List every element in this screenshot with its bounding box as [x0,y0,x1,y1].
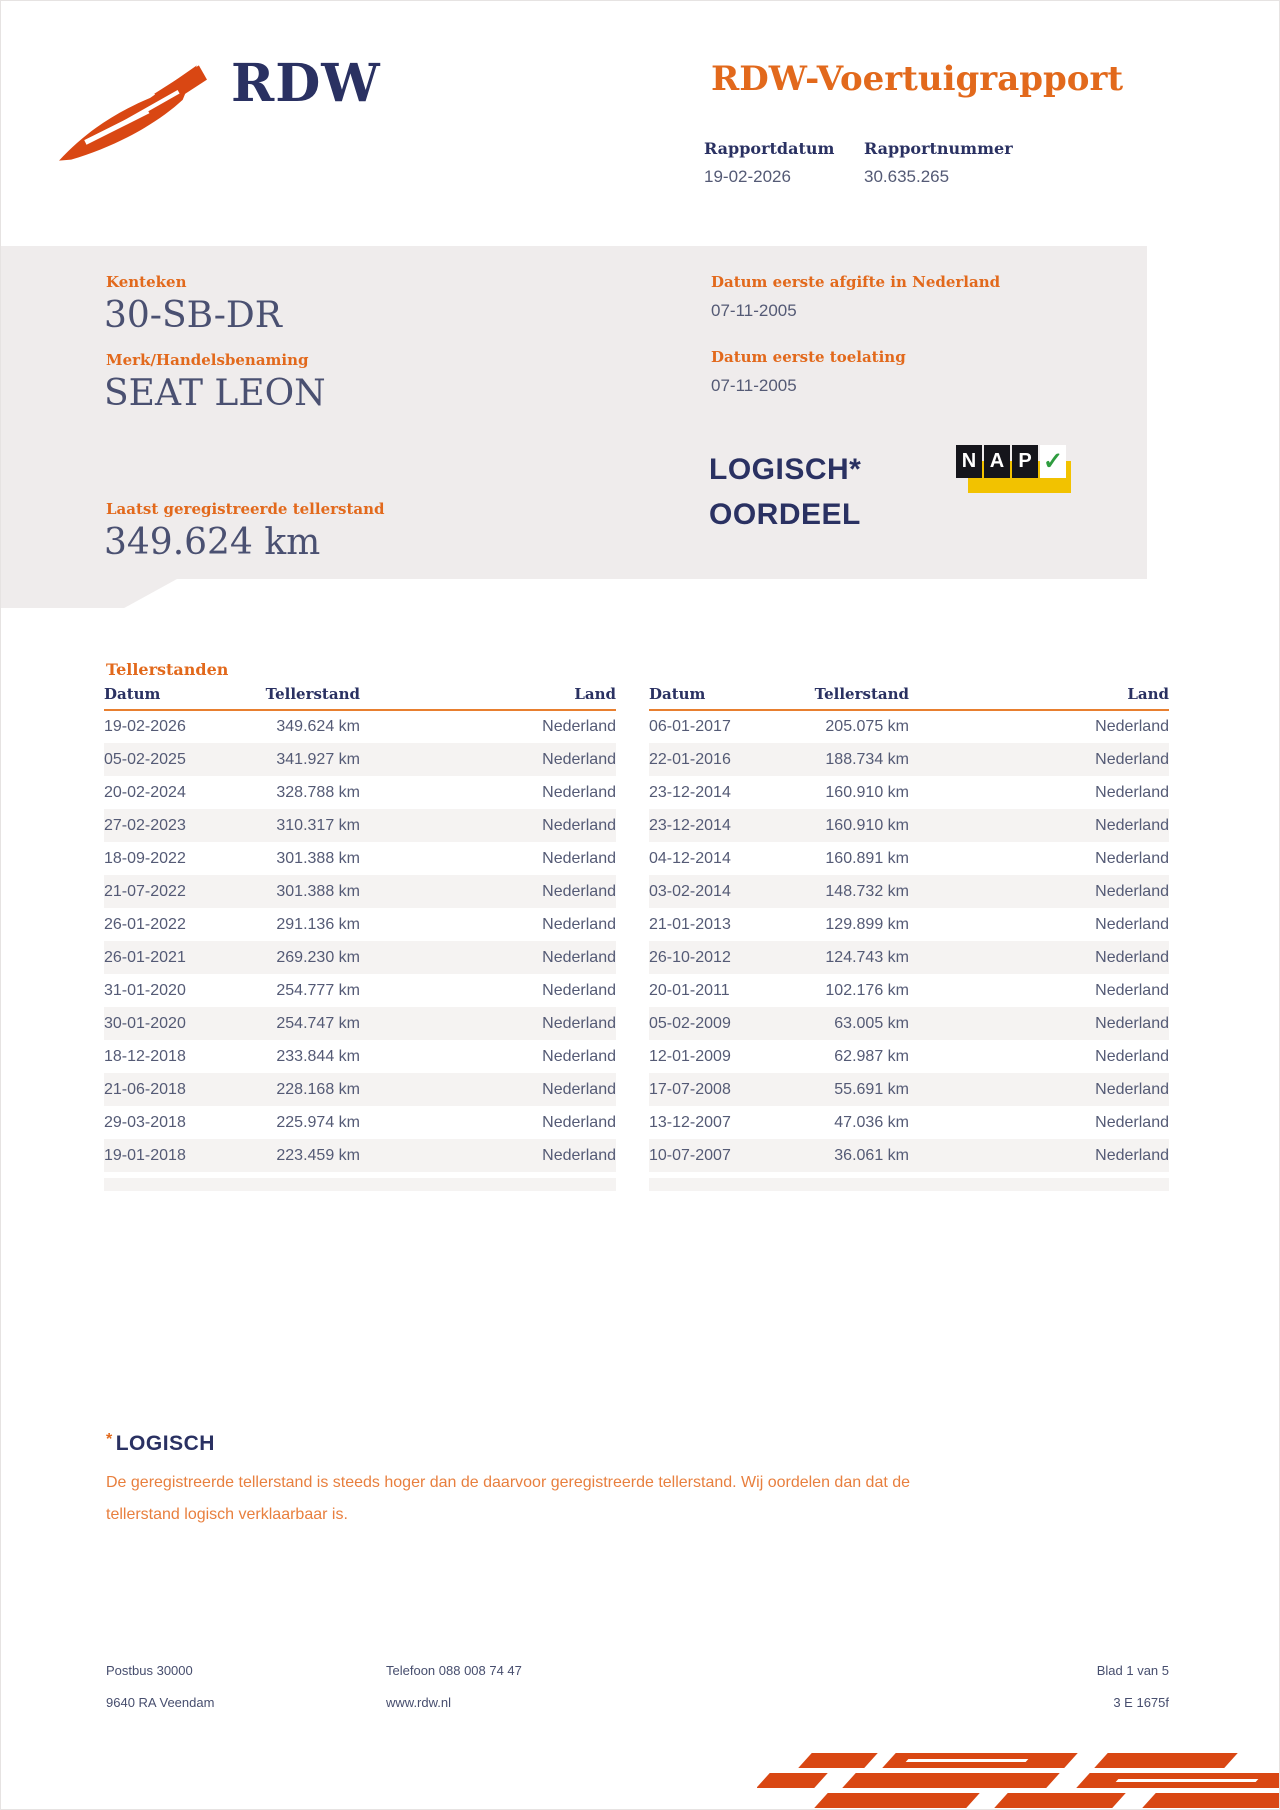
cell-land: Nederland [542,915,616,933]
table-row [104,1040,616,1073]
cell-land: Nederland [1095,783,1169,801]
cell-datum: 31-01-2020 [104,981,186,999]
kenteken-label: Kenteken [106,273,187,291]
col-header-land: Land [360,685,616,710]
cell-tellerstand: 188.734 km [825,750,909,768]
graphic-slit [1116,1779,1259,1782]
table-row [649,743,1169,776]
cell-land: Nederland [1095,750,1169,768]
cell-land: Nederland [1095,816,1169,834]
cell-land: Nederland [1095,1113,1169,1131]
table-row [104,809,616,842]
cell-datum: 27-02-2023 [104,816,186,834]
table-row [649,776,1169,809]
cell-tellerstand: 225.974 km [276,1113,360,1131]
cell-land: Nederland [542,1080,616,1098]
report-number-value: 30.635.265 [864,167,950,186]
table-row [649,941,1169,974]
cell-land: Nederland [1095,948,1169,966]
footer-page-number: Blad 1 van 5 [1096,1663,1169,1678]
table-row [649,875,1169,908]
table-header-row [649,685,1169,710]
cell-tellerstand: 148.732 km [825,882,909,900]
cell-land: Nederland [542,718,616,735]
nap-letter-a: A [984,445,1010,478]
cell-tellerstand: 160.891 km [825,849,909,867]
col-header-datum: Datum [104,685,258,710]
table-bottom-stripe [104,1178,616,1191]
footnote-line2: tellerstand logisch verklaarbaar is. [106,1506,348,1523]
report-date-label: Rapportdatum [704,139,835,158]
logisch-footnote-text [106,1467,1006,1531]
cell-tellerstand: 291.136 km [276,915,360,933]
cell-datum: 20-01-2011 [649,981,730,999]
cell-land: Nederland [1095,882,1169,900]
graphic-bar [994,1793,1126,1808]
cell-datum: 03-02-2014 [649,882,731,900]
nap-letter-p: P [1012,445,1038,478]
table-row [104,776,616,809]
cell-tellerstand: 301.388 km [276,882,360,900]
graphic-bar [814,1793,980,1808]
tellerstanden-heading: Tellerstanden [106,660,229,679]
footer-phone: Telefoon 088 008 74 47 [386,1663,522,1678]
cell-datum: 29-03-2018 [104,1113,186,1131]
table-row [649,908,1169,941]
cell-land: Nederland [1095,915,1169,933]
page-title: RDW-Voertuigrapport [711,59,1124,99]
cell-tellerstand: 328.788 km [276,783,360,801]
nap-letter-n: N [956,445,982,478]
oordeel-verdict [709,447,861,537]
table-header-row [104,685,616,710]
table-row [649,1073,1169,1106]
table-row [104,875,616,908]
logisch-footnote-title [106,1431,215,1456]
cell-land: Nederland [1095,1146,1169,1164]
cell-datum: 22-01-2016 [649,750,731,768]
footnote-title-text: LOGISCH [115,1432,215,1455]
graphic-slit [906,1759,1029,1762]
footer-decorative-graphic [757,1751,1280,1810]
cell-land: Nederland [542,1146,616,1164]
cell-land: Nederland [1095,718,1169,735]
table-row [649,842,1169,875]
cell-tellerstand: 160.910 km [825,783,909,801]
table-row [649,1106,1169,1139]
table-row [649,974,1169,1007]
cell-land: Nederland [542,981,616,999]
cell-datum: 05-02-2025 [104,750,186,768]
cell-datum: 19-01-2018 [104,1146,186,1164]
laatste-tellerstand-label: Laatst geregistreerde tellerstand [106,500,385,518]
graphic-bar [842,1773,1060,1788]
table-row [104,842,616,875]
report-date-value: 19-02-2026 [704,167,791,186]
afgifte-label: Datum eerste afgifte in Nederland [711,273,1001,291]
laatste-tellerstand-value: 349.624 km [104,522,321,563]
cell-tellerstand: 160.910 km [825,816,909,834]
footer-postbus: Postbus 30000 [106,1663,193,1678]
merk-value: SEAT LEON [104,373,326,414]
table-row [104,1106,616,1139]
cell-datum: 26-10-2012 [649,948,731,966]
cell-land: Nederland [1095,849,1169,867]
cell-datum: 18-12-2018 [104,1047,186,1065]
graphic-bar [1142,1793,1280,1808]
cell-land: Nederland [1095,1047,1169,1065]
table-row [104,1139,616,1172]
table-row [104,1007,616,1040]
cell-tellerstand: 254.777 km [276,981,360,999]
table-row [649,1139,1169,1172]
table-row [104,710,616,743]
cell-land: Nederland [542,1014,616,1032]
cell-tellerstand: 36.061 km [834,1146,909,1164]
cell-tellerstand: 301.388 km [276,849,360,867]
cell-tellerstand: 254.747 km [276,1014,360,1032]
cell-datum: 12-01-2009 [649,1047,731,1065]
cell-datum: 18-09-2022 [104,849,186,867]
cell-tellerstand: 124.743 km [825,948,909,966]
cell-datum: 06-01-2017 [649,718,731,735]
graphic-bar [798,1753,878,1768]
table-row [104,743,616,776]
cell-tellerstand: 233.844 km [276,1047,360,1065]
nap-logo [956,445,1071,493]
cell-datum: 13-12-2007 [649,1113,731,1131]
oordeel-line2: OORDEEL [709,498,861,531]
cell-tellerstand: 129.899 km [825,915,909,933]
table-row [104,1073,616,1106]
cell-land: Nederland [542,783,616,801]
cell-tellerstand: 102.176 km [825,981,909,999]
cell-datum: 19-02-2026 [104,718,186,735]
cell-tellerstand: 341.927 km [276,750,360,768]
cell-land: Nederland [1095,1014,1169,1032]
col-header-tellerstand: Tellerstand [258,685,360,710]
kenteken-value: 30-SB-DR [104,295,282,336]
rdw-feather-icon [57,53,209,165]
table-row [104,941,616,974]
table-row [649,1040,1169,1073]
cell-datum: 26-01-2021 [104,948,186,966]
cell-datum: 05-02-2009 [649,1014,731,1032]
cell-tellerstand: 310.317 km [276,816,360,834]
col-header-datum: Datum [649,685,805,710]
cell-tellerstand: 269.230 km [276,948,360,966]
cell-datum: 30-01-2020 [104,1014,186,1032]
table-row [104,974,616,1007]
report-number-label: Rapportnummer [864,139,1013,158]
odometer-table-right [649,685,1169,1191]
table-row [649,809,1169,842]
cell-datum: 21-07-2022 [104,882,186,900]
toelating-label: Datum eerste toelating [711,348,906,366]
table-row [104,908,616,941]
footnote-line1: De geregistreerde tellerstand is steeds hoger dan de daarvoor geregistreerde tellerstand. Wij oordelen dan dat de [106,1474,911,1491]
footnote-asterisk: * [106,1431,113,1448]
table-bottom-stripe [649,1178,1169,1191]
cell-tellerstand: 205.075 km [825,718,909,735]
cell-datum: 10-07-2007 [649,1146,731,1164]
graphic-bar [1094,1753,1238,1768]
cell-tellerstand: 55.691 km [834,1080,909,1098]
cell-tellerstand: 223.459 km [276,1146,360,1164]
footer-city: 9640 RA Veendam [106,1695,215,1710]
afgifte-value: 07-11-2005 [711,301,797,320]
cell-land: Nederland [542,816,616,834]
cell-tellerstand: 228.168 km [276,1080,360,1098]
vehicle-summary-panel-tail [1,579,177,608]
cell-land: Nederland [542,849,616,867]
toelating-value: 07-11-2005 [711,376,797,395]
cell-land: Nederland [542,1113,616,1131]
cell-tellerstand: 62.987 km [834,1047,909,1065]
cell-land: Nederland [1095,981,1169,999]
cell-tellerstand: 47.036 km [834,1113,909,1131]
merk-label: Merk/Handelsbenaming [106,351,309,369]
graphic-bar [757,1773,828,1788]
nap-check-icon: ✓ [1040,445,1066,478]
cell-land: Nederland [542,882,616,900]
cell-land: Nederland [542,1047,616,1065]
table-row [649,1007,1169,1040]
cell-datum: 23-12-2014 [649,783,731,801]
cell-tellerstand: 349.624 km [276,718,360,735]
cell-datum: 21-06-2018 [104,1080,186,1098]
cell-land: Nederland [542,750,616,768]
odometer-table-left [104,685,616,1191]
footer-doc-code: 3 E 1675f [1113,1695,1169,1710]
cell-land: Nederland [1095,1080,1169,1098]
table-row [649,710,1169,743]
footer-website-link[interactable]: www.rdw.nl [386,1695,452,1710]
oordeel-line1: LOGISCH* [709,453,862,486]
cell-datum: 26-01-2022 [104,915,186,933]
cell-datum: 20-02-2024 [104,783,186,801]
col-header-land: Land [909,685,1169,710]
cell-land: Nederland [542,948,616,966]
cell-datum: 23-12-2014 [649,816,731,834]
col-header-tellerstand: Tellerstand [805,685,909,710]
rdw-logo-text: RDW [231,53,381,114]
cell-datum: 21-01-2013 [649,915,731,933]
cell-datum: 04-12-2014 [649,849,731,867]
cell-tellerstand: 63.005 km [834,1014,909,1032]
cell-datum: 17-07-2008 [649,1080,731,1098]
